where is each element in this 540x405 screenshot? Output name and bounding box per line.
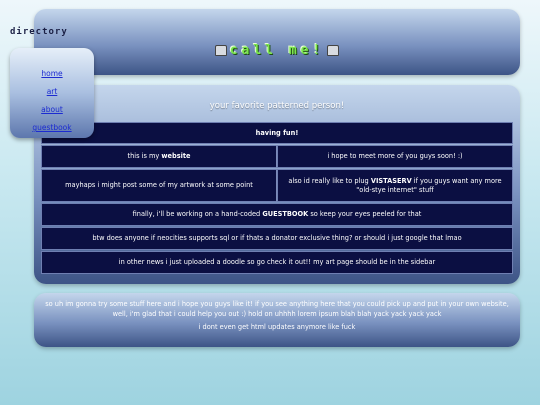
site-title-text: call me! [229,43,325,58]
cell-text: i hope to meet more of you guys soon! :) [327,152,463,160]
table-cell [41,227,513,250]
footer-line: i dont even get html updates anymore like fuck [198,323,356,331]
table-row [41,145,513,168]
table-cell [41,203,513,226]
table-cell [41,122,513,144]
guestbook-text: GUESTBOOK [262,210,309,218]
phone-icon [327,45,339,56]
directory-label: directory [10,27,68,37]
sidebar-link-home[interactable]: home [41,69,63,78]
main-heading: your favorite patterned person! [209,101,345,111]
table-row [41,251,513,274]
table-row [41,169,513,202]
vistaserv-text: VISTASERV [370,176,412,185]
table-cell [277,169,513,202]
table-cell [41,169,277,202]
main-panel [34,85,520,284]
having-fun-text: having fun! [255,128,299,137]
cell-text: mayhaps i might post some of my artwork at some point [65,181,253,189]
table-cell [277,145,513,168]
cell-text: also id really like to plug [288,176,371,185]
table-row [41,227,513,250]
website-text: website [161,152,191,160]
table-cell [41,145,277,168]
table-cell [41,251,513,274]
sidebar-link-art[interactable]: art [46,87,58,96]
footer-panel [34,293,520,347]
cell-text: btw does anyone if neocities supports sql or if thats a donator exclusive thing? or should i just google that lmao [92,234,462,242]
cell-text: if you guys want any more "old-stye internet" stuff [356,176,502,194]
cell-text: in other news i just uploaded a doodle so go check it out!! my art page should be in the sidebar [118,258,436,266]
cell-text: finally, i'll be working on a hand-coded [132,210,263,218]
phone-icon [215,45,227,56]
footer-line: so uh im gonna try some stuff here and i hope you guys like it! if you see anything here that you could pick up and put in your own website, well, i'm glad that i could help you out :) hold on uhhhh lorem ipsum blah blah yack yack yack yack [45,300,509,318]
cell-text: this is my [127,152,162,160]
site-title [34,43,520,58]
header-panel [34,9,520,75]
sidebar-link-guestbook[interactable]: guestbook [32,123,72,132]
content-table [41,121,513,275]
sidebar-link-about[interactable]: about [41,105,63,114]
cell-text: so keep your eyes peeled for that [308,210,422,218]
table-row [41,203,513,226]
sidebar-directory [10,48,94,138]
table-row [41,122,513,144]
